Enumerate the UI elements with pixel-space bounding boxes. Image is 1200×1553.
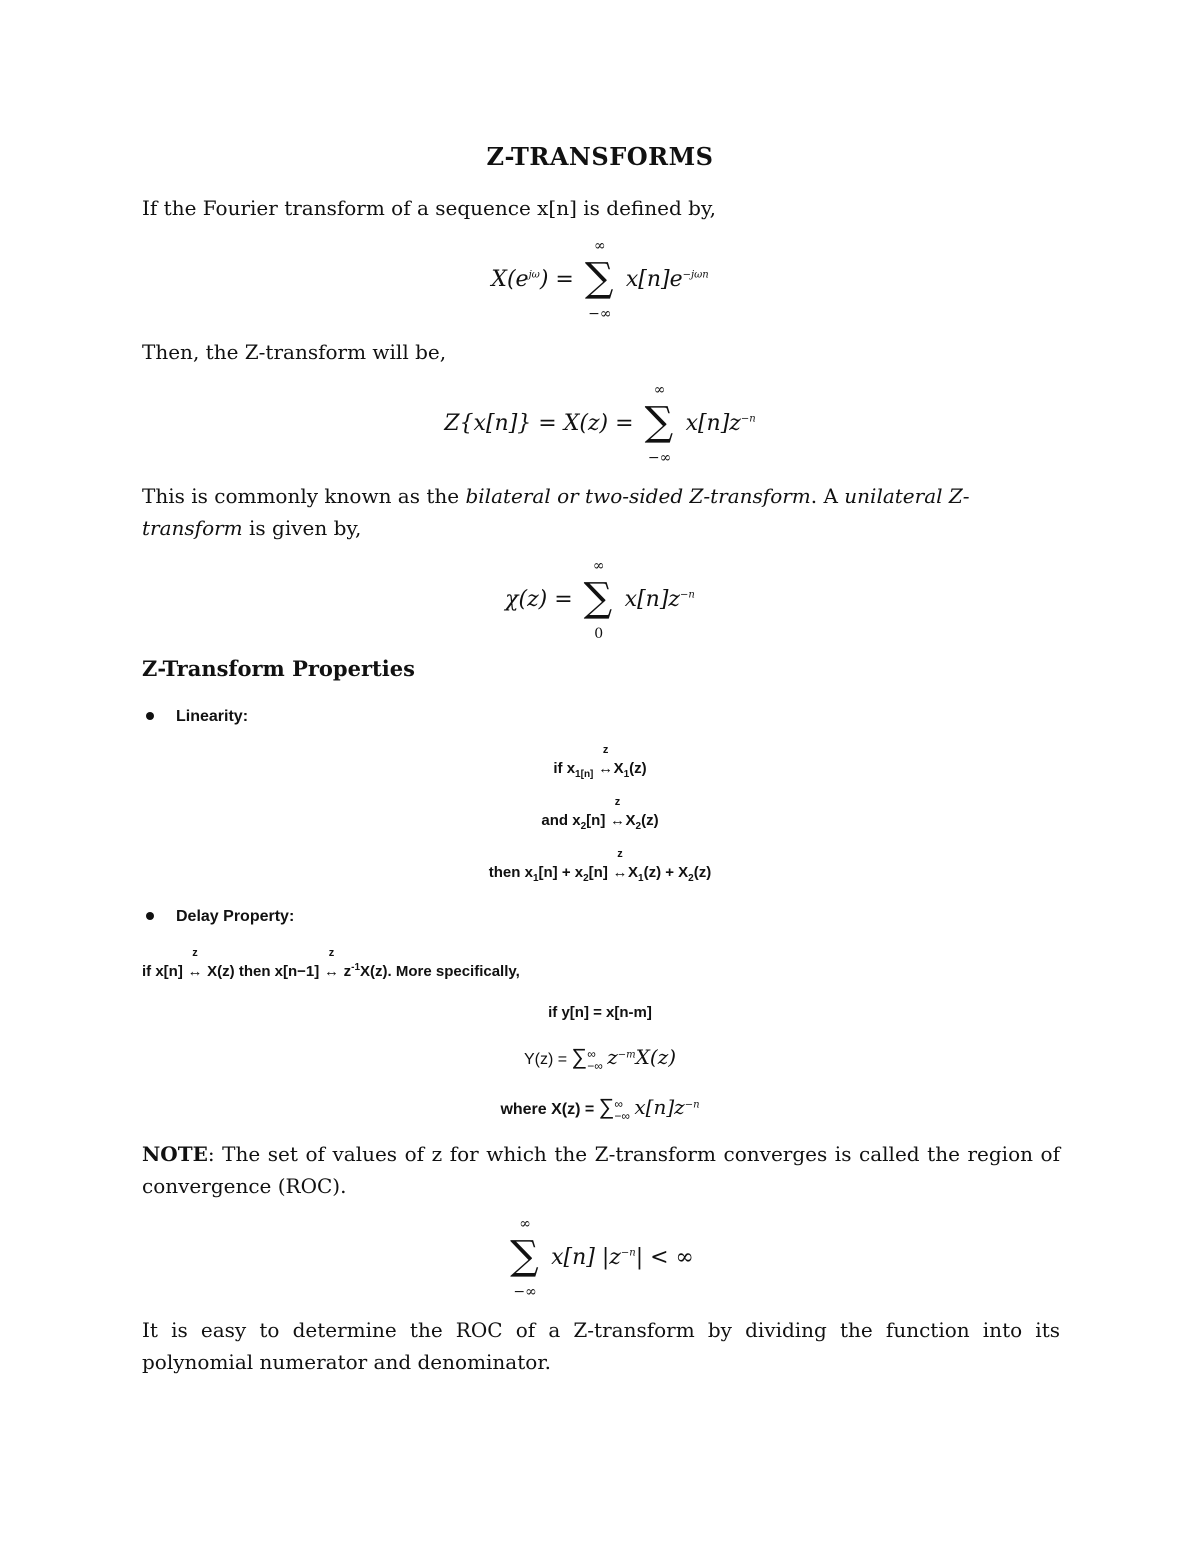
sum-lower-limit: −∞ <box>647 450 672 466</box>
bullet-dot <box>146 912 154 920</box>
closing-paragraph: It is easy to determine the ROC of a Z-transform by dividing the function into its polynomial numerator and denominator. <box>142 1318 1060 1374</box>
unilateral-term: unilateral Z-transform <box>142 484 970 540</box>
eq2-rhs: x[n]z <box>685 411 741 436</box>
bullet-dot <box>146 712 154 720</box>
summation-symbol: ∞ ∑ −∞ <box>584 238 614 322</box>
sum-icon: ∑ <box>598 1094 615 1119</box>
sum-lower-limit: −∞ <box>588 306 612 322</box>
linearity-line-3: then $x_1[n] + x_2[n]$ z $\leftrightarrow X_1(z) + X_2(z)$ <box>488 848 712 884</box>
delay-where-equation: where X(z) = ∑∞ −∞ $x[n]z^{-n}$ <box>500 1094 700 1123</box>
fourier-equation <box>0 240 1200 320</box>
eq3-rhs-sup: −n <box>680 589 695 601</box>
eq4-rhs: x[n] |z <box>551 1245 621 1270</box>
properties-heading: Z-Transform Properties <box>142 656 415 681</box>
delay-statement: if x[n] z ↔ X(z) then x[n−1] z ↔ $z^{-1}X(z)$. More specifically, <box>142 947 520 980</box>
bilateral-paragraph <box>142 480 1060 544</box>
linearity-label: Linearity: <box>176 708 249 725</box>
delay-if-line: if y[n] = x[n-m] <box>548 1004 652 1021</box>
summation-symbol: ∞ ∑ −∞ <box>510 1216 539 1300</box>
delay-bullet <box>176 908 294 926</box>
eq1-rhs: x[n]e <box>625 267 683 292</box>
linearity-bullet <box>176 708 248 726</box>
delay-label: Delay Property: <box>176 908 295 925</box>
sum-lower-limit: −∞ <box>513 1284 537 1300</box>
note-text: : The set of values of z for which the Z-transform converges is called the region of convergence (ROC). <box>142 1142 1060 1198</box>
z-transform-arrow: z ↔ <box>323 947 339 980</box>
eq4-rhs-sup: −n <box>620 1247 636 1259</box>
z-transform-equation <box>0 384 1200 464</box>
linearity-line-2: and $x_2[n]$ z $\leftrightarrow X_2(z)$ <box>541 796 659 832</box>
intro-paragraph: If the Fourier transform of a sequence x[n] is defined by, <box>142 196 716 220</box>
note-label: NOTE <box>142 1142 208 1166</box>
sum-upper-limit: ∞ <box>653 382 666 398</box>
eq1-lhs-close: ) = <box>539 267 574 292</box>
summation-symbol: ∞ ∑ 0 <box>583 558 613 642</box>
z-transform-arrow: z ↔ <box>598 744 614 777</box>
roc-equation <box>0 1218 1200 1298</box>
z-transform-arrow: z ↔ <box>187 947 203 980</box>
eq1-lhs: X(e <box>491 267 529 292</box>
eq1-rhs-sup: −jωn <box>682 269 709 281</box>
summation-symbol: ∞ ∑ −∞ <box>644 382 674 466</box>
then-paragraph: Then, the Z-transform will be, <box>142 340 447 364</box>
sum-icon: ∑ <box>571 1044 588 1069</box>
sum-lower-limit: 0 <box>594 626 604 642</box>
eq3-rhs: x[n]z <box>624 587 681 612</box>
linearity-line-1: if $x_{1[n]}$ z $\leftrightarrow X_1(z)$ <box>553 744 647 780</box>
bilateral-term: bilateral or two-sided Z-transform <box>465 484 811 508</box>
bilateral-text-1: This is commonly known as the <box>142 484 466 508</box>
eq3-lhs: χ(z) = <box>505 587 573 612</box>
bilateral-text-2: . A <box>810 484 845 508</box>
eq2-lhs: Z{x[n]} = X(z) = <box>444 411 634 436</box>
z-transform-arrow: z ↔ <box>610 796 625 829</box>
sum-upper-limit: ∞ <box>594 238 606 254</box>
sum-upper-limit: ∞ <box>519 1216 531 1232</box>
delay-y-equation: Y(z) = ∑∞ −∞ $z^{-m}X(z)$ <box>523 1044 677 1073</box>
note-paragraph <box>142 1138 1060 1202</box>
sum-upper-limit: ∞ <box>592 558 605 574</box>
z-transform-arrow: z ↔ <box>612 848 628 881</box>
eq4-rhs-end: | < ∞ <box>635 1245 694 1270</box>
eq2-rhs-sup: −n <box>740 413 756 425</box>
page-title: Z-TRANSFORMS <box>486 142 714 171</box>
unilateral-equation <box>0 560 1200 640</box>
eq1-lhs-sup: jω <box>528 269 540 281</box>
bilateral-text-3: is given by, <box>242 516 362 540</box>
